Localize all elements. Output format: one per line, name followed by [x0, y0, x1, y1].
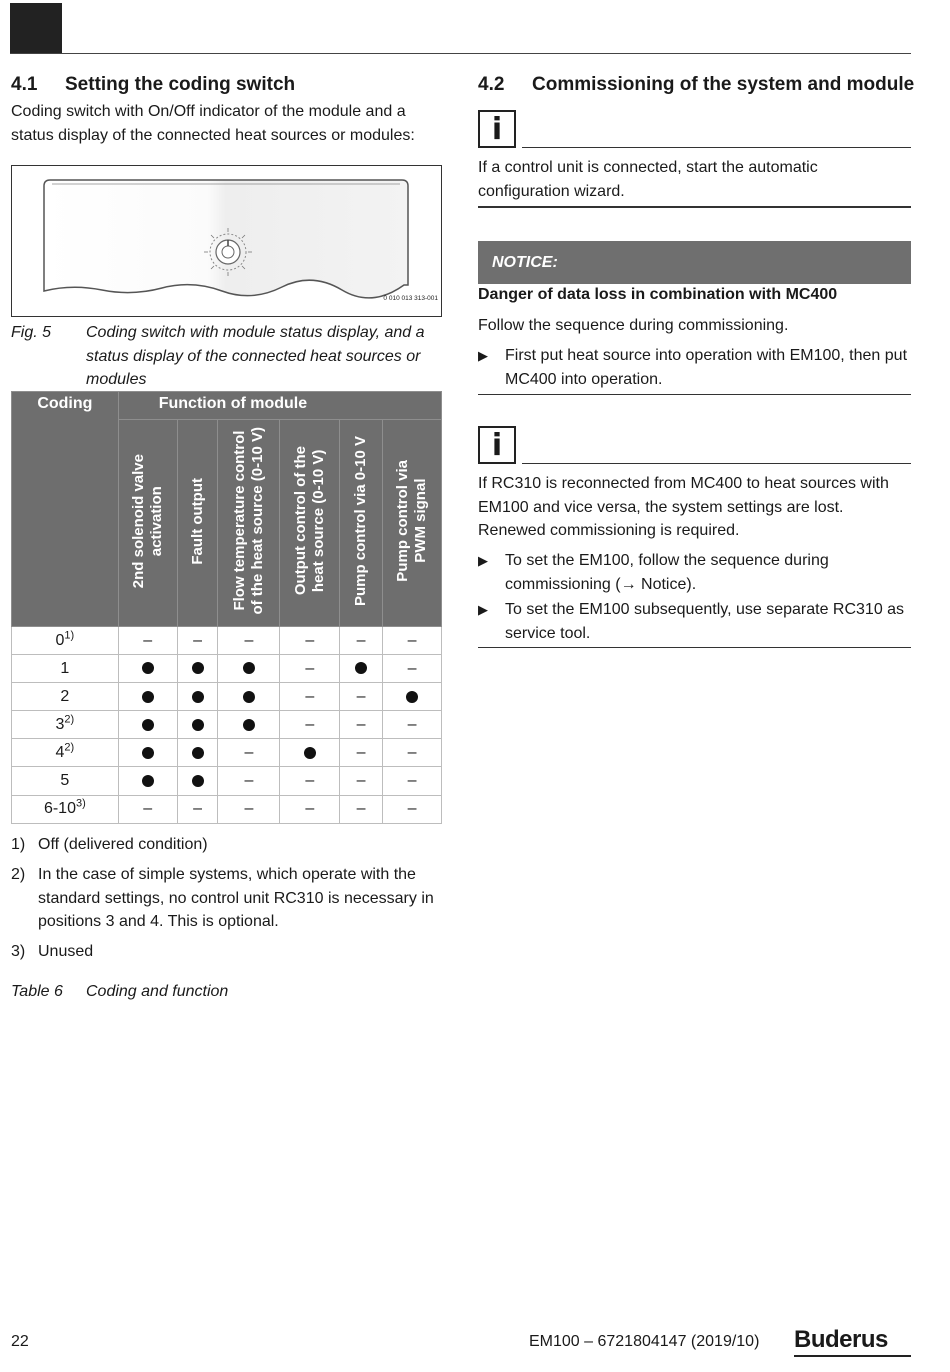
filled-dot-icon [192, 719, 204, 731]
filled-dot-icon [243, 719, 255, 731]
bullet-triangle-icon: ▶ [478, 553, 488, 568]
info-end-rule [478, 647, 911, 648]
info-icon: i [478, 426, 516, 464]
col-header-pump-pwm: Pump control via PWM signal [383, 420, 442, 627]
section-4-1-heading [11, 74, 295, 96]
filled-dot-icon [355, 662, 367, 674]
table-row [12, 627, 442, 655]
filled-dot-icon [142, 719, 154, 731]
function-cell: – [218, 795, 280, 823]
info-note-1: If a control unit is connected, start the automatic configuration wizard. [478, 159, 818, 200]
coding-function-table [11, 391, 442, 824]
function-cell [177, 711, 218, 739]
page-corner-marker [10, 3, 62, 54]
info-bullet-1: ▶ To set the EM100, follow the sequence during commissioning (→ Notice). [478, 549, 911, 596]
notice-banner: NOTICE: [478, 241, 911, 284]
function-cell: – [118, 627, 177, 655]
function-cell [118, 683, 177, 711]
function-cell [118, 767, 177, 795]
col-header-2nd-solenoid: 2nd solenoid valve activation [118, 420, 177, 627]
info-rule [522, 147, 911, 148]
module-illustration [12, 166, 441, 316]
header-coding: Coding [12, 392, 119, 627]
function-cell [177, 683, 218, 711]
coding-value: 4$^{2)}$ [12, 739, 119, 767]
table-label: Table 6 [11, 983, 63, 1000]
filled-dot-icon [243, 662, 255, 674]
table-row [12, 711, 442, 739]
function-cell: – [118, 795, 177, 823]
col-header-flow-temp-control: Flow temperature control of the heat source (0-10 V) [218, 420, 280, 627]
function-cell: – [280, 683, 340, 711]
info-rule [522, 463, 911, 464]
filled-dot-icon [304, 747, 316, 759]
function-cell: – [340, 683, 383, 711]
col-header-output-control: Output control of the heat source (0-10 V) [280, 420, 340, 627]
function-cell [383, 683, 442, 711]
filled-dot-icon [192, 775, 204, 787]
header-rule [10, 53, 911, 54]
function-cell: – [280, 627, 340, 655]
coding-value: 2 [12, 683, 119, 711]
footnote-3: 3) Unused [11, 943, 94, 960]
function-cell: – [383, 711, 442, 739]
function-cell: – [280, 655, 340, 683]
coding-value: 0$^{1)}$ [12, 627, 119, 655]
notice-heading: Danger of data loss in combination with MC400 [478, 286, 838, 303]
table-row [12, 739, 442, 767]
filled-dot-icon [142, 747, 154, 759]
function-cell: – [218, 767, 280, 795]
function-cell [340, 655, 383, 683]
function-cell: – [340, 739, 383, 767]
info-bullet-2: ▶ To set the EM100 subsequently, use separate RC310 as service tool. [478, 598, 911, 645]
function-cell: – [218, 627, 280, 655]
function-cell [177, 739, 218, 767]
footnote-2: 2) In the case of simple systems, which operate with the standard settings, no control unit RC310 is necessary in positions 3 and 4. This is optional. [11, 866, 434, 930]
function-cell [177, 655, 218, 683]
table-caption: Coding and function [86, 983, 229, 1000]
filled-dot-icon [192, 747, 204, 759]
filled-dot-icon [192, 691, 204, 703]
filled-dot-icon [192, 662, 204, 674]
filled-dot-icon [142, 662, 154, 674]
section-title: Commissioning of the system and module [532, 74, 915, 95]
table-row [12, 767, 442, 795]
function-cell [218, 683, 280, 711]
info-note-2: If RC310 is reconnected from MC400 to heat sources with EM100 and vice versa, the system settings are lost. Renewed commissioning is required. [478, 475, 889, 539]
section-4-1-intro: Coding switch with On/Off indicator of the module and a status display of the connected heat sources or modules: [11, 103, 415, 144]
section-number: 4.1 [11, 74, 38, 95]
function-cell [118, 711, 177, 739]
function-cell: – [280, 795, 340, 823]
notice-text: Follow the sequence during commissioning. [478, 317, 789, 334]
coding-value: 3$^{2)}$ [12, 711, 119, 739]
notice-end-rule [478, 394, 911, 395]
function-cell: – [177, 795, 218, 823]
filled-dot-icon [142, 775, 154, 787]
function-cell: – [340, 711, 383, 739]
function-cell: – [383, 627, 442, 655]
col-header-fault-output: Fault output [177, 420, 218, 627]
function-cell: – [383, 739, 442, 767]
function-cell: – [383, 767, 442, 795]
buderus-logo: Buderus [794, 1326, 888, 1353]
function-cell: – [383, 795, 442, 823]
notice-bullet: ▶ First put heat source into operation with EM100, then put MC400 into operation. [478, 344, 911, 391]
info-end-rule [478, 206, 911, 208]
coding-value: 6-10$^{3)}$ [12, 795, 119, 823]
function-cell [118, 739, 177, 767]
logo-underline [794, 1355, 911, 1357]
footnote-1: 1) Off (delivered condition) [11, 836, 208, 853]
function-cell: – [280, 711, 340, 739]
function-cell: – [177, 627, 218, 655]
coding-value: 1 [12, 655, 119, 683]
function-cell: – [340, 767, 383, 795]
function-cell: – [280, 767, 340, 795]
function-cell [280, 739, 340, 767]
document-reference: EM100 – 6721804147 (2019/10) [529, 1333, 760, 1350]
figure-code: 0 010 013 313-001 [383, 295, 438, 302]
info-icon: i [478, 110, 516, 148]
coding-value: 5 [12, 767, 119, 795]
header-function-of-module: Function of module [118, 392, 441, 420]
filled-dot-icon [406, 691, 418, 703]
function-cell: – [218, 739, 280, 767]
page-number: 22 [11, 1333, 29, 1350]
filled-dot-icon [243, 691, 255, 703]
function-cell [218, 711, 280, 739]
function-cell [118, 655, 177, 683]
table-row [12, 683, 442, 711]
section-number: 4.2 [478, 74, 505, 95]
figure-label: Fig. 5 [11, 324, 52, 341]
section-title: Setting the coding switch [65, 74, 296, 95]
coding-switch-figure [11, 165, 442, 317]
function-cell: – [383, 655, 442, 683]
function-cell: – [340, 795, 383, 823]
function-cell [177, 767, 218, 795]
table-row [12, 795, 442, 823]
function-cell: – [340, 627, 383, 655]
function-cell [218, 655, 280, 683]
bullet-triangle-icon: ▶ [478, 602, 488, 617]
table-row [12, 655, 442, 683]
figure-caption: Coding switch with module status display, and a status display of the connected heat sources or modules [86, 324, 425, 388]
section-4-2-heading [478, 74, 914, 96]
filled-dot-icon [142, 691, 154, 703]
bullet-triangle-icon: ▶ [478, 348, 488, 363]
col-header-pump-0-10v: Pump control via 0-10 V [340, 420, 383, 627]
